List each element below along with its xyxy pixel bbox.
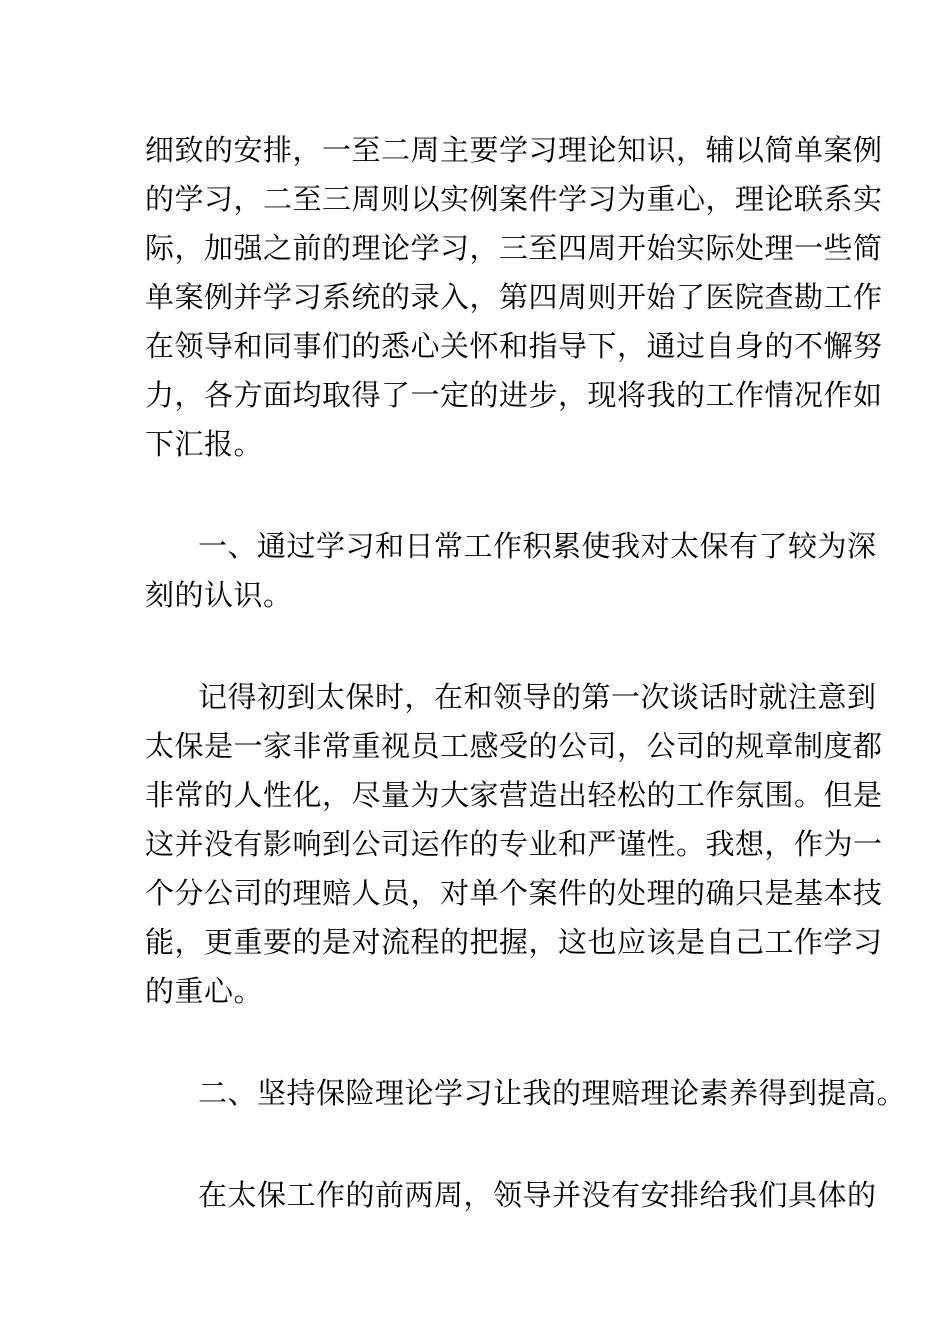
heading-1-line-1: 一、通过学习和日常工作积累使我对太保有了较为深: [198, 529, 877, 563]
paragraph-2-line-6: 能，更重要的是对流程的把握，这也应该是自己工作学习: [145, 925, 883, 959]
paragraph-2-line-5: 个分公司的理赔人员，对单个案件的处理的确只是基本技: [145, 876, 883, 910]
paragraph-2-line-2: 太保是一家非常重视员工感受的公司，公司的规章制度都: [145, 729, 883, 763]
paragraph-2-line-7: 的重心。: [145, 974, 264, 1008]
paragraph-1-line-2: 的学习，二至三周则以实例案件学习为重心，理论联系实: [145, 182, 883, 216]
paragraph-3-line-1: 在太保工作的前两周，领导并没有安排给我们具体的: [198, 1178, 877, 1212]
paragraph-1-line-1: 细致的安排，一至二周主要学习理论知识，辅以简单案例: [145, 133, 883, 167]
paragraph-1-line-5: 在领导和同事们的悉心关怀和指导下，通过自身的不懈努: [145, 329, 883, 363]
heading-1-line-2: 刻的认识。: [145, 578, 293, 612]
paragraph-2-line-1: 记得初到太保时，在和领导的第一次谈话时就注意到: [198, 680, 877, 714]
paragraph-1-line-3: 际，加强之前的理论学习，三至四周开始实际处理一些简: [145, 231, 883, 265]
paragraph-1-line-4: 单案例并学习系统的录入，第四周则开始了医院查勘工作: [145, 280, 883, 314]
heading-2-line-1: 二、坚持保险理论学习让我的理赔理论素养得到提高。: [198, 1076, 907, 1110]
paragraph-2-line-3: 非常的人性化，尽量为大家营造出轻松的工作氛围。但是: [145, 778, 883, 812]
paragraph-1-line-7: 下汇报。: [145, 427, 264, 461]
paragraph-2-line-4: 这并没有影响到公司运作的专业和严谨性。我想，作为一: [145, 827, 883, 861]
paragraph-1-line-6: 力，各方面均取得了一定的进步，现将我的工作情况作如: [145, 378, 883, 412]
